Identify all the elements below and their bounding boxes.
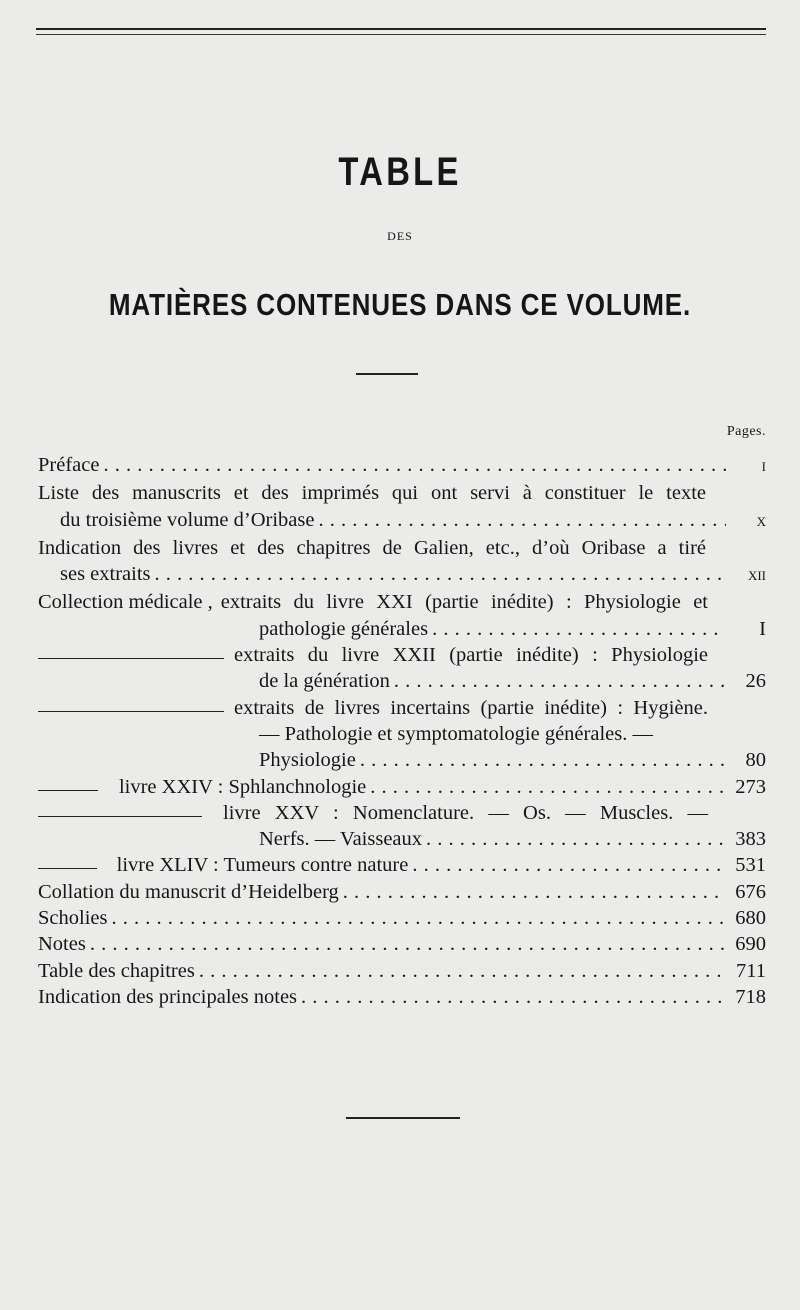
toc-entry-text-cont: du troisième volume d’Oribase: [60, 508, 315, 531]
toc-entry-prefix: Collection médicale ,: [38, 591, 213, 614]
toc-entry-text: livre XLIV : Tumeurs contre nature: [116, 854, 409, 877]
toc-page-number: 680: [735, 907, 766, 930]
title-connector: DES: [387, 229, 413, 243]
toc-entry-text: extraits du livre XXII (partie inédite) : Physiologie: [234, 644, 708, 667]
toc-page-number: 531: [735, 854, 766, 877]
toc-entry-principales-notes: [38, 984, 766, 1010]
toc-entry-liste-manuscrits: [38, 480, 766, 535]
toc-entry-text-cont: de la génération: [259, 670, 390, 693]
toc-entry-xxv: [38, 800, 766, 853]
toc-entry-xxiv: [38, 774, 766, 800]
dot-leader: [370, 774, 726, 800]
toc-entry-collection-xxi: [38, 589, 766, 642]
toc-page-number: 26: [745, 670, 766, 693]
dot-leader: [318, 507, 726, 533]
ditto-dash: [38, 711, 224, 712]
dot-leader: [426, 826, 726, 852]
toc-entry-text-cont: pathologie générales: [259, 617, 429, 640]
toc-entry-text: Scholies: [38, 907, 108, 930]
ditto-dash: [38, 816, 202, 817]
toc-entry-text: Indication des livres et des chapitres de Galien, etc., d’où Oribase a tiré: [38, 536, 706, 559]
dot-leader: [412, 852, 726, 878]
toc-entry-text: Préface: [38, 454, 100, 476]
toc-entry-collation: [38, 879, 766, 905]
toc-entry-text-cont: — Pathologie et symptomatologie générales. —: [259, 722, 653, 745]
toc-entry-text: extraits du livre XXI (partie inédite) : Physiologie et: [220, 591, 708, 614]
ditto-dash: [38, 868, 97, 869]
dot-leader: [90, 931, 726, 957]
table-of-contents: [38, 452, 766, 1010]
bottom-divider-rule: [346, 1117, 460, 1119]
toc-entry-text: Indication des principales notes: [38, 985, 298, 1008]
toc-entry-table-chapitres: [38, 958, 766, 984]
toc-entry-text-cont: Nerfs. — Vaisseaux: [259, 828, 423, 851]
toc-page-number: 718: [735, 985, 766, 1008]
toc-entry-text: Collation du manuscrit d’Heidelberg: [38, 880, 339, 903]
toc-entry-text: livre XXV : Nomenclature. — Os. — Muscles. —: [223, 801, 708, 824]
toc-page-number: 676: [735, 880, 766, 903]
toc-page-number: I: [761, 459, 766, 474]
dot-leader: [155, 561, 726, 587]
toc-entry-text-cont: Physiologie: [259, 749, 356, 772]
ditto-dash: [38, 790, 98, 791]
toc-entry-text-cont: ses extraits: [60, 563, 151, 586]
toc-page-number: I: [759, 617, 766, 640]
toc-entry-xxii: [38, 642, 766, 695]
toc-page-number: 711: [736, 959, 766, 982]
page-title: TABLE: [338, 150, 462, 194]
dot-leader: [199, 958, 726, 984]
pages-column-header: Pages.: [726, 424, 766, 439]
toc-entry-indication-livres: [38, 535, 766, 590]
divider-rule: [356, 373, 418, 375]
toc-page-number: 273: [735, 775, 766, 798]
dot-leader: [432, 616, 726, 642]
toc-page-number: 383: [735, 828, 766, 851]
dot-leader: [103, 452, 726, 478]
dot-leader: [111, 905, 726, 931]
toc-entry-livres-incertains: [38, 695, 766, 774]
toc-entry-text: livre XXIV : Sphlanchnologie: [118, 775, 367, 798]
dot-leader: [343, 879, 726, 905]
toc-entry-preface: [38, 452, 766, 480]
top-double-rule: [36, 28, 766, 30]
top-double-rule-thin: [36, 34, 766, 35]
toc-page-number: XII: [747, 568, 766, 584]
dot-leader: [360, 747, 726, 773]
toc-entry-notes: [38, 931, 766, 957]
toc-entry-xliv: [38, 852, 766, 878]
toc-page-number: 80: [745, 749, 766, 772]
dot-leader: [301, 984, 726, 1010]
toc-entry-text: Table des chapitres: [38, 959, 195, 982]
toc-entry-text: Notes: [38, 933, 86, 956]
page-subtitle: MATIÈRES CONTENUES DANS CE VOLUME.: [108, 287, 692, 322]
dot-leader: [394, 668, 726, 694]
toc-entry-text: Liste des manuscrits et des imprimés qui ont servi à constituer le texte: [38, 482, 706, 505]
toc-entry-scholies: [38, 905, 766, 931]
toc-page-number: X: [756, 513, 766, 529]
ditto-dash: [38, 658, 224, 659]
toc-entry-text: extraits de livres incertains (partie inédite) : Hygiène.: [234, 696, 708, 719]
toc-page-number: 690: [735, 933, 766, 956]
